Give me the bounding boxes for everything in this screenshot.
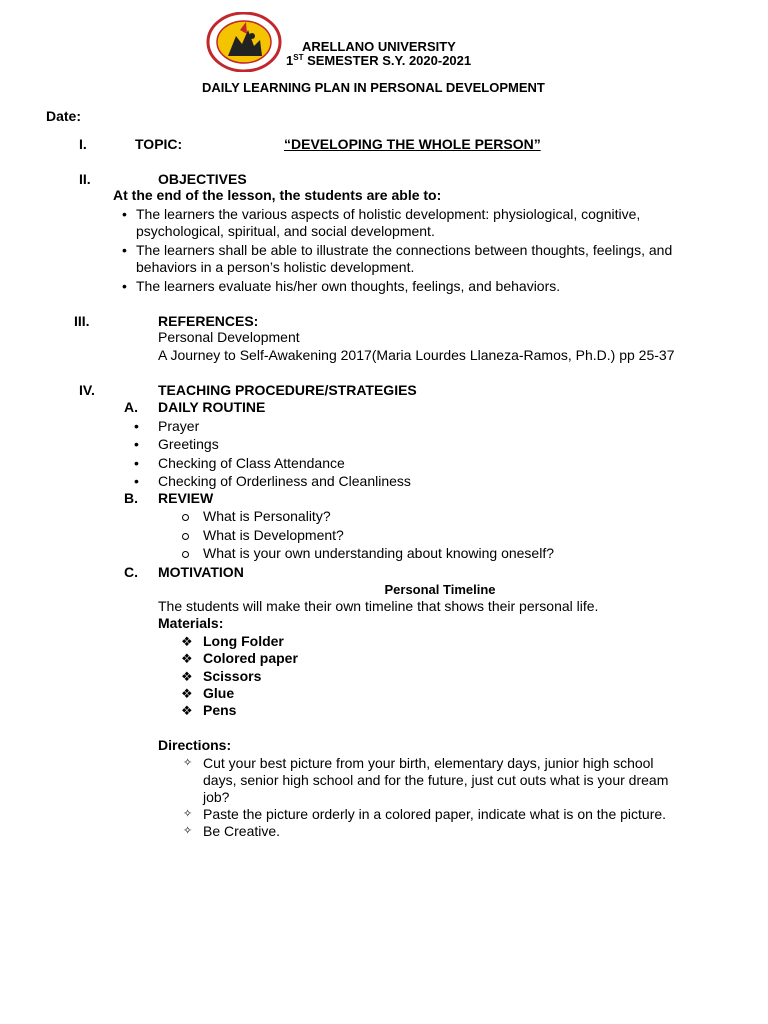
diamond-bullet-icon: ❖ bbox=[181, 686, 193, 701]
references-numeral: III. bbox=[74, 313, 90, 329]
objectives-intro: At the end of the lesson, the students are able to: bbox=[113, 187, 442, 203]
objectives-heading: OBJECTIVES bbox=[158, 171, 247, 187]
routine-item: Checking of Class Attendance bbox=[158, 455, 345, 471]
routine-heading: DAILY ROUTINE bbox=[158, 399, 266, 415]
activity-title: Personal Timeline bbox=[384, 582, 496, 597]
objectives-numeral: II. bbox=[79, 171, 91, 187]
routine-item: Checking of Orderliness and Cleanliness bbox=[158, 473, 411, 489]
review-item: What is Personality? bbox=[203, 508, 331, 524]
topic-numeral: I. bbox=[79, 136, 87, 152]
review-letter: B. bbox=[124, 490, 138, 506]
direction-2-line1: Paste the picture orderly in a colored paper, indicate what is on the picture. bbox=[203, 806, 667, 822]
seal-logo-icon bbox=[206, 12, 282, 72]
bullet-icon: • bbox=[134, 455, 139, 471]
routine-item: Greetings bbox=[158, 436, 219, 452]
material-item: Long Folder bbox=[203, 633, 284, 649]
reference-line-2: A Journey to Self-Awakening 2017(Maria Lourdes Llaneza-Ramos, Ph.D.) pp 25-37 bbox=[158, 347, 675, 363]
bullet-icon: • bbox=[134, 418, 139, 434]
activity-description: The students will make their own timeline that shows their personal life. bbox=[158, 598, 599, 614]
direction-1-line2: days, senior high school and for the future, just cut outs what is your dream bbox=[203, 772, 669, 788]
objective-2-line1: The learners shall be able to illustrate the connections between thoughts, feelings, and bbox=[136, 242, 673, 258]
hollow-bullet-icon bbox=[182, 533, 189, 540]
star-bullet-icon: ✧ bbox=[183, 808, 193, 820]
objective-2-line2: behaviors in a person’s holistic development. bbox=[136, 259, 415, 275]
topic-value: “DEVELOPING THE WHOLE PERSON” bbox=[284, 136, 541, 152]
hollow-bullet-icon bbox=[182, 514, 189, 521]
bullet-icon: • bbox=[122, 278, 127, 294]
date-label: Date: bbox=[46, 108, 82, 124]
procedure-heading: TEACHING PROCEDURE/STRATEGIES bbox=[158, 382, 417, 398]
diamond-bullet-icon: ❖ bbox=[181, 669, 193, 684]
motivation-letter: C. bbox=[124, 564, 138, 580]
direction-1-line1: Cut your best picture from your birth, elementary days, junior high school bbox=[203, 755, 654, 771]
objective-1-line2: psychological, spiritual, and social development. bbox=[136, 223, 435, 239]
reference-line-1: Personal Development bbox=[158, 329, 300, 345]
direction-1-line3: job? bbox=[203, 789, 230, 805]
objective-3-line1: The learners evaluate his/her own thoughts, feelings, and behaviors. bbox=[136, 278, 561, 294]
diamond-bullet-icon: ❖ bbox=[181, 651, 193, 666]
direction-3-line1: Be Creative. bbox=[203, 823, 281, 839]
hollow-bullet-icon bbox=[182, 551, 189, 558]
plan-title: DAILY LEARNING PLAN IN PERSONAL DEVELOPMENT bbox=[202, 80, 545, 95]
material-item: Scissors bbox=[203, 668, 262, 684]
review-heading: REVIEW bbox=[158, 490, 214, 506]
review-item: What is Development? bbox=[203, 527, 344, 543]
material-item: Glue bbox=[203, 685, 235, 701]
university-seal bbox=[206, 12, 282, 72]
semester-line bbox=[286, 52, 471, 69]
semester-text: SEMESTER S.Y. 2020-2021 bbox=[303, 53, 472, 68]
objective-1-line1: The learners the various aspects of holistic development: physiological, cognitive, bbox=[136, 206, 641, 222]
diamond-bullet-icon: ❖ bbox=[181, 634, 193, 649]
semester-number: 1 bbox=[286, 53, 294, 68]
directions-label: Directions: bbox=[158, 737, 232, 753]
review-item: What is your own understanding about knowing oneself? bbox=[203, 545, 554, 561]
references-heading: REFERENCES: bbox=[158, 313, 259, 329]
university-name: ARELLANO UNIVERSITY bbox=[302, 39, 456, 54]
motivation-heading: MOTIVATION bbox=[158, 564, 244, 580]
bullet-icon: • bbox=[122, 206, 127, 222]
diamond-bullet-icon: ❖ bbox=[181, 703, 193, 718]
bullet-icon: • bbox=[134, 473, 139, 489]
material-item: Colored paper bbox=[203, 650, 298, 666]
materials-label: Materials: bbox=[158, 615, 224, 631]
material-item: Pens bbox=[203, 702, 237, 718]
procedure-numeral: IV. bbox=[79, 382, 95, 398]
topic-label: TOPIC: bbox=[135, 136, 183, 152]
routine-letter: A. bbox=[124, 399, 138, 415]
semester-ordinal: ST bbox=[293, 53, 304, 62]
bullet-icon: • bbox=[134, 436, 139, 452]
star-bullet-icon: ✧ bbox=[183, 825, 193, 837]
routine-item: Prayer bbox=[158, 418, 200, 434]
bullet-icon: • bbox=[122, 242, 127, 258]
star-bullet-icon: ✧ bbox=[183, 757, 193, 769]
